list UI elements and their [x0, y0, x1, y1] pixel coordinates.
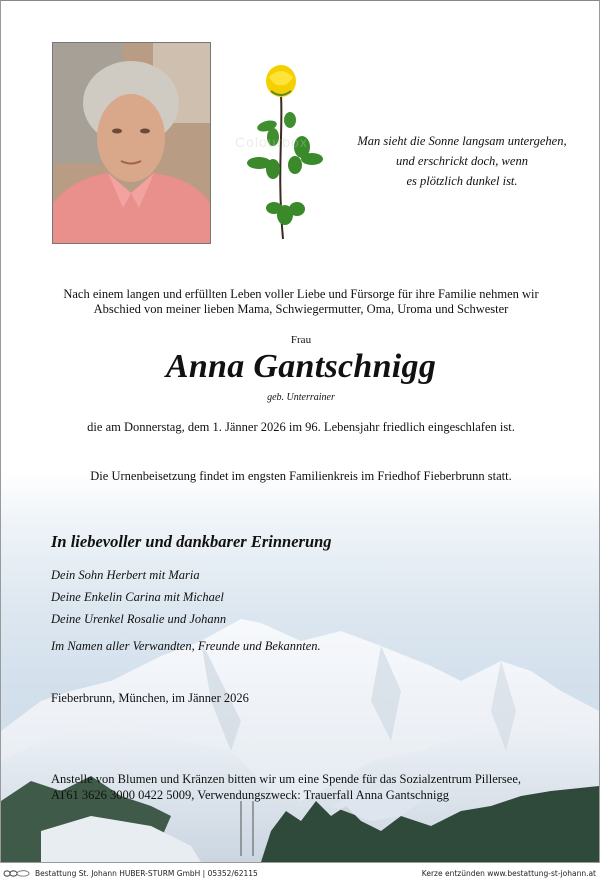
infinity-icon — [3, 869, 31, 878]
burial-notice: Die Urnenbeisetzung findet im engsten Familienkreis im Friedhof Fieberbrunn statt. — [90, 469, 512, 483]
poem-line: Man sieht die Sonne langsam untergehen, — [357, 134, 567, 148]
portrait-image — [53, 43, 210, 243]
deceased-name: Anna Gantschnigg — [165, 348, 437, 385]
donation-line: AT61 3626 3000 0422 5009, Verwendungszweck: Trauerfall Anna Gantschnigg — [51, 788, 449, 802]
intro-line: Nach einem langen und erfüllten Leben voller Liebe und Fürsorge für ihre Familie nehmen wir — [63, 287, 539, 301]
yellow-rose-image — [237, 63, 329, 241]
birth-name: geb. Unterrainer — [267, 392, 335, 403]
mourners-list — [51, 564, 226, 630]
footer — [0, 863, 600, 887]
death-notice: die am Donnerstag, dem 1. Jänner 2026 im 96. Lebensjahr friedlich eingeschlafen ist. — [87, 420, 515, 434]
watermark: Colourbox — [235, 134, 308, 150]
donation-notice — [51, 771, 521, 803]
poem — [331, 131, 593, 191]
poem-line: und erschrickt doch, wenn — [396, 154, 528, 168]
donation-line: Anstelle von Blumen und Kränzen bitten wir um eine Spende für das Sozialzentrum Pillersee, — [51, 772, 522, 786]
place-date: Fieberbrunn, München, im Jänner 2026 — [51, 691, 249, 705]
mourner-item: Deine Enkelin Carina mit Michael — [51, 590, 224, 604]
salutation: Frau — [290, 334, 312, 346]
mourner-item: Deine Urenkel Rosalie und Johann — [51, 612, 227, 626]
memory-closing: Im Namen aller Verwandten, Freunde und Bekannten. — [51, 639, 321, 653]
mourner-item: Dein Sohn Herbert mit Maria — [51, 568, 200, 582]
portrait-photo — [52, 42, 211, 244]
memory-heading: In liebevoller und dankbarer Erinnerung — [51, 532, 332, 551]
poem-line: es plötzlich dunkel ist. — [406, 174, 518, 188]
footer-company — [3, 869, 258, 878]
intro-line: Abschied von meiner lieben Mama, Schwiegermutter, Oma, Uroma und Schwester — [93, 302, 509, 316]
intro-text — [21, 287, 581, 317]
company-text: Bestattung St. Johann HUBER-STURM GmbH | 05352/62115 — [35, 869, 258, 878]
candle-link[interactable]: Kerze entzünden www.bestattung-st-johann.at — [421, 869, 596, 878]
